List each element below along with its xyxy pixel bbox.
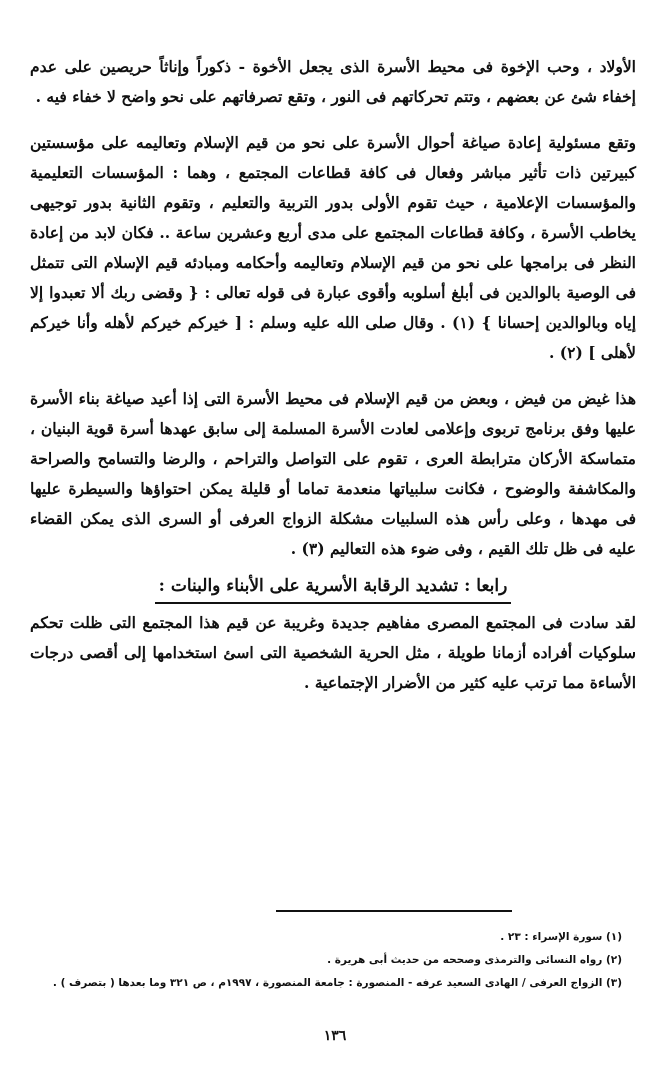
paragraph-2 bbox=[30, 128, 636, 368]
page-body bbox=[30, 52, 636, 698]
paragraph-4: لقد سادت فى المجتمع المصرى مفاهيم جديدة وغريبة عن قيم هذا المجتمع التى ظلت تحكم سلوكيات أفراده أزمانا طويلة ، مثل الحرية الشخصية التى اسئ استخدامها إلى أقصى درجات الأساءة مما ترتب عليه كثير من الأضرار الإجتماعية . bbox=[30, 613, 636, 692]
footnote-2: (٢) رواه النسائى والترمذى وصححه من حديث أبى هريرة . bbox=[327, 954, 622, 966]
paragraph-2-text: وتقع مسئولية إعادة صياغة أحوال الأسرة على نحو من قيم الإسلام وتعاليمه على مؤسستين كبيرتين ذات تأثير مباشر وفعال فى كافة قطاعات المجتمع ، وهما : المؤسسات التعليمية والمؤسسات الإعلامية ، حيث تقوم الأولى بدور التربية والتعليم ، وتقوم الثانية بدور توجيهى يخاطب الأسرة ، وكافة قطاعات المجتمع على مدى أربع وعشرين ساعة .. فكان لابد من إعادة النظر فى برامجها على نحو من قيم الإسلام وتعاليمه وأحكامه ومبادئه قيم الإسلام التى تتمثل فى الوصية بالوالدين فى أبلغ أسلوبه وأقوى عبارة فى قوله تعالى : bbox=[30, 133, 636, 302]
section-heading: رابعا : تشديد الرقابة الأسرية على الأبناء والبنات : bbox=[155, 570, 512, 604]
footnote-divider bbox=[276, 910, 512, 912]
footnotes bbox=[30, 926, 622, 995]
hadith-ref: (٢) . bbox=[548, 343, 583, 362]
footnote-1: (١) سورة الإسراء : ٢٣ . bbox=[500, 931, 622, 943]
section-heading-wrap bbox=[30, 570, 636, 604]
page-number: ١٣٦ bbox=[323, 1028, 347, 1044]
quran-ref: (١) . وقال صلى الله عليه وسلم : bbox=[248, 313, 476, 332]
paragraph-3: هذا غيض من فيض ، وبعض من قيم الإسلام فى محيط الأسرة التى إذا أعيد صياغة بناء الأسرة عليها وفق برنامج تربوى وإعلامى لعادت الأسرة المسلمة إلى سابق عهدها أسرة قوية البنيان ، متماسكة الأركان مترابطة العرى ، تقوم على التواصل والتراحم ، والرضا والتسامح والصراحة والمكاشفة والوضوح ، فكانت سلبياتها منعدمة تماما أو قليلة يمكن احتواؤها والسيطرة عليها فى مهدها ، وعلى رأس هذه السلبيات مشكلة الزواج العرفى أو السرى الذى يمكن القضاء عليه فى ظل تلك القيم ، وفى ضوء هذه التعاليم (٣) . bbox=[30, 389, 636, 558]
hadith-quote: [ خيركم خيركم لأهله وأنا خيركم لأهلى ] bbox=[30, 313, 636, 362]
paragraph-1: الأولاد ، وحب الإخوة فى محيط الأسرة الذى يجعل الأخوة - ذكوراً وإناثاً حريصين على عدم إخفاء شئ عن بعضهم ، وتتم تحركاتهم فى النور ، وتقع تصرفاتهم على نحو واضح لا خفاء فيه . bbox=[30, 57, 636, 106]
footnote-3: (٣) الزواج العرفى / الهادى السعيد عرفه - المنصورة : جامعة المنصورة ، ١٩٩٧م ، ص ٣٢١ وما بعدها ( بتصرف ) . bbox=[52, 977, 622, 989]
quran-quote: { وقضى ربك ألا تعبدوا إلا إياه وبالوالدين إحسانا } bbox=[30, 283, 637, 332]
